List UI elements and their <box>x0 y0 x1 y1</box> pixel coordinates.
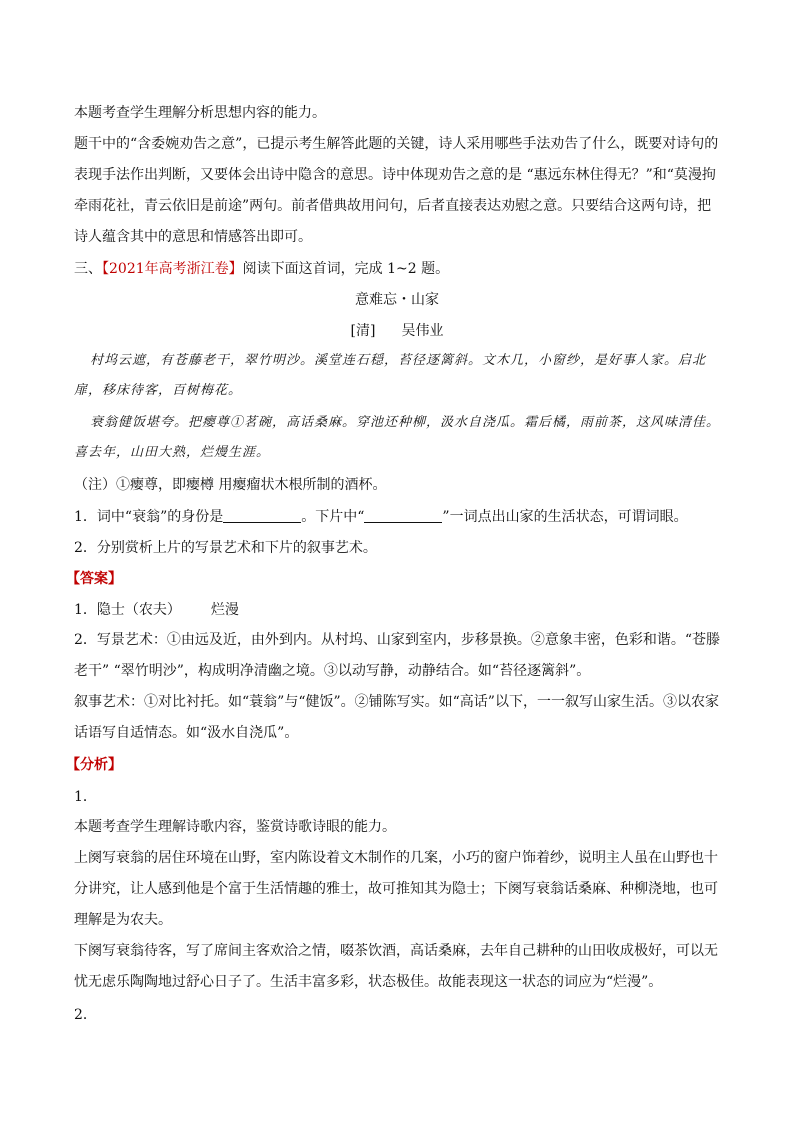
poem-title: 意难忘・山家 <box>355 292 439 308</box>
answer-heading: 【答案】 <box>66 571 122 587</box>
section-3-source: 【2021年高考浙江卷】 <box>102 261 243 277</box>
answer-1-word: 烂漫 <box>210 602 239 618</box>
answer-1 <box>74 599 239 621</box>
analysis-paragraph-3: 下阕写衰翁待客，写了席间主客欢洽之情，啜茶饮酒，高话桑麻，去年自己耕种的山田收成极好，可以无忧无虑乐陶陶地过舒心日子了。生活丰富多彩，状态极佳。故能表现这一状态的词应为“烂漫”。 <box>74 943 718 990</box>
section-3-prefix: 三、 <box>74 261 102 277</box>
analysis-number-2: 2． <box>74 1007 97 1023</box>
answer-2-narrative: 叙事艺术：①对比衬托。如“蓑翁”与“健饭”。②铺陈写实。如“高话”以下，一一叙写山家生活。③以农家话语写自适情态。如“汲水自浇瓜”。 <box>74 694 719 741</box>
analysis-paragraph-1: 本题考查学生理解诗歌内容，鉴赏诗歌诗眼的能力。 <box>74 819 396 835</box>
poem-dynasty: [清] <box>350 323 376 339</box>
analysis-number-1: 1． <box>74 789 97 805</box>
section-3-header <box>74 258 449 280</box>
intro-paragraph-2: 题干中的“含委婉劝告之意”，已提示考生解答此题的关键，诗人采用哪些手法劝告了什么，既要对诗句的表现手法作出判断，又要体会出诗中隐含的意思。诗中体现劝告之意的是 “惠远东林住得无？”和“莫漫拘牵雨花社，青云依旧是前途”两句。前者借典故用问句，后者直接表达劝慰之意。只要结合这两句诗，把诗人蕴含其中的意思和情感答出即可。 <box>74 136 719 245</box>
poem-note: （注）①瘿尊，即瘿樽 用瘿瘤状木根所制的酒杯。 <box>74 477 387 493</box>
answer-1-identity: 1．隐士（农夫） <box>74 602 181 618</box>
question-1-part-c: ”一词点出山家的生活状态，可谓词眼。 <box>442 509 688 525</box>
analysis-paragraph-2: 上阕写衰翁的居住环境在山野，室内陈设着文木制作的几案，小巧的窗户饰着纱，说明主人虽在山野也十分讲究，让人感到他是个富于生活情趣的雅士，故可推知其为隐士；下阕写衰翁话桑麻、种柳浇地，也可理解是为农夫。 <box>74 850 718 928</box>
answer-blank-1 <box>223 508 301 523</box>
intro-paragraph-1: 本题考查学生理解分析思想内容的能力。 <box>74 105 326 121</box>
section-3-instruction: 阅读下面这首词，完成 1~2 题。 <box>242 261 450 277</box>
answer-2-scenery: 2．写景艺术：①由远及近，由外到内。从村坞、山家到室内，步移景换。②意象丰密，色彩和谐。“苍滕老干” “翠竹明沙”，构成明净清幽之境。③以动写静，动静结合。如“苔径逐篱斜”。 <box>74 632 721 679</box>
question-1 <box>74 506 688 528</box>
question-2: 2．分别赏析上片的写景艺术和下片的叙事艺术。 <box>74 540 377 556</box>
answer-blank-2 <box>364 508 442 523</box>
question-1-part-a: 1．词中“衰翁”的身份是 <box>74 509 224 525</box>
analysis-heading: 【分析】 <box>66 757 122 773</box>
poem-author: 吴伟业 <box>401 323 444 339</box>
poem-stanza-2: 衰翁健饭堪夸。把瘿尊①茗碗，高话桑麻。穿池还种柳，汲水自浇瓜。霜后橘，雨前茶，这风味清佳。喜去年，山田大熟，烂熳生涯。 <box>74 415 721 460</box>
poem-stanza-1: 村坞云遮，有苍藤老干，翠竹明沙。溪堂连石穏，苔径逐篱斜。文木几，小窗纱，是好事人家。启北扉，移床待客，百树梅花。 <box>74 353 707 398</box>
poem-byline <box>0 320 794 342</box>
question-1-part-b: 。下片中“ <box>301 509 365 525</box>
